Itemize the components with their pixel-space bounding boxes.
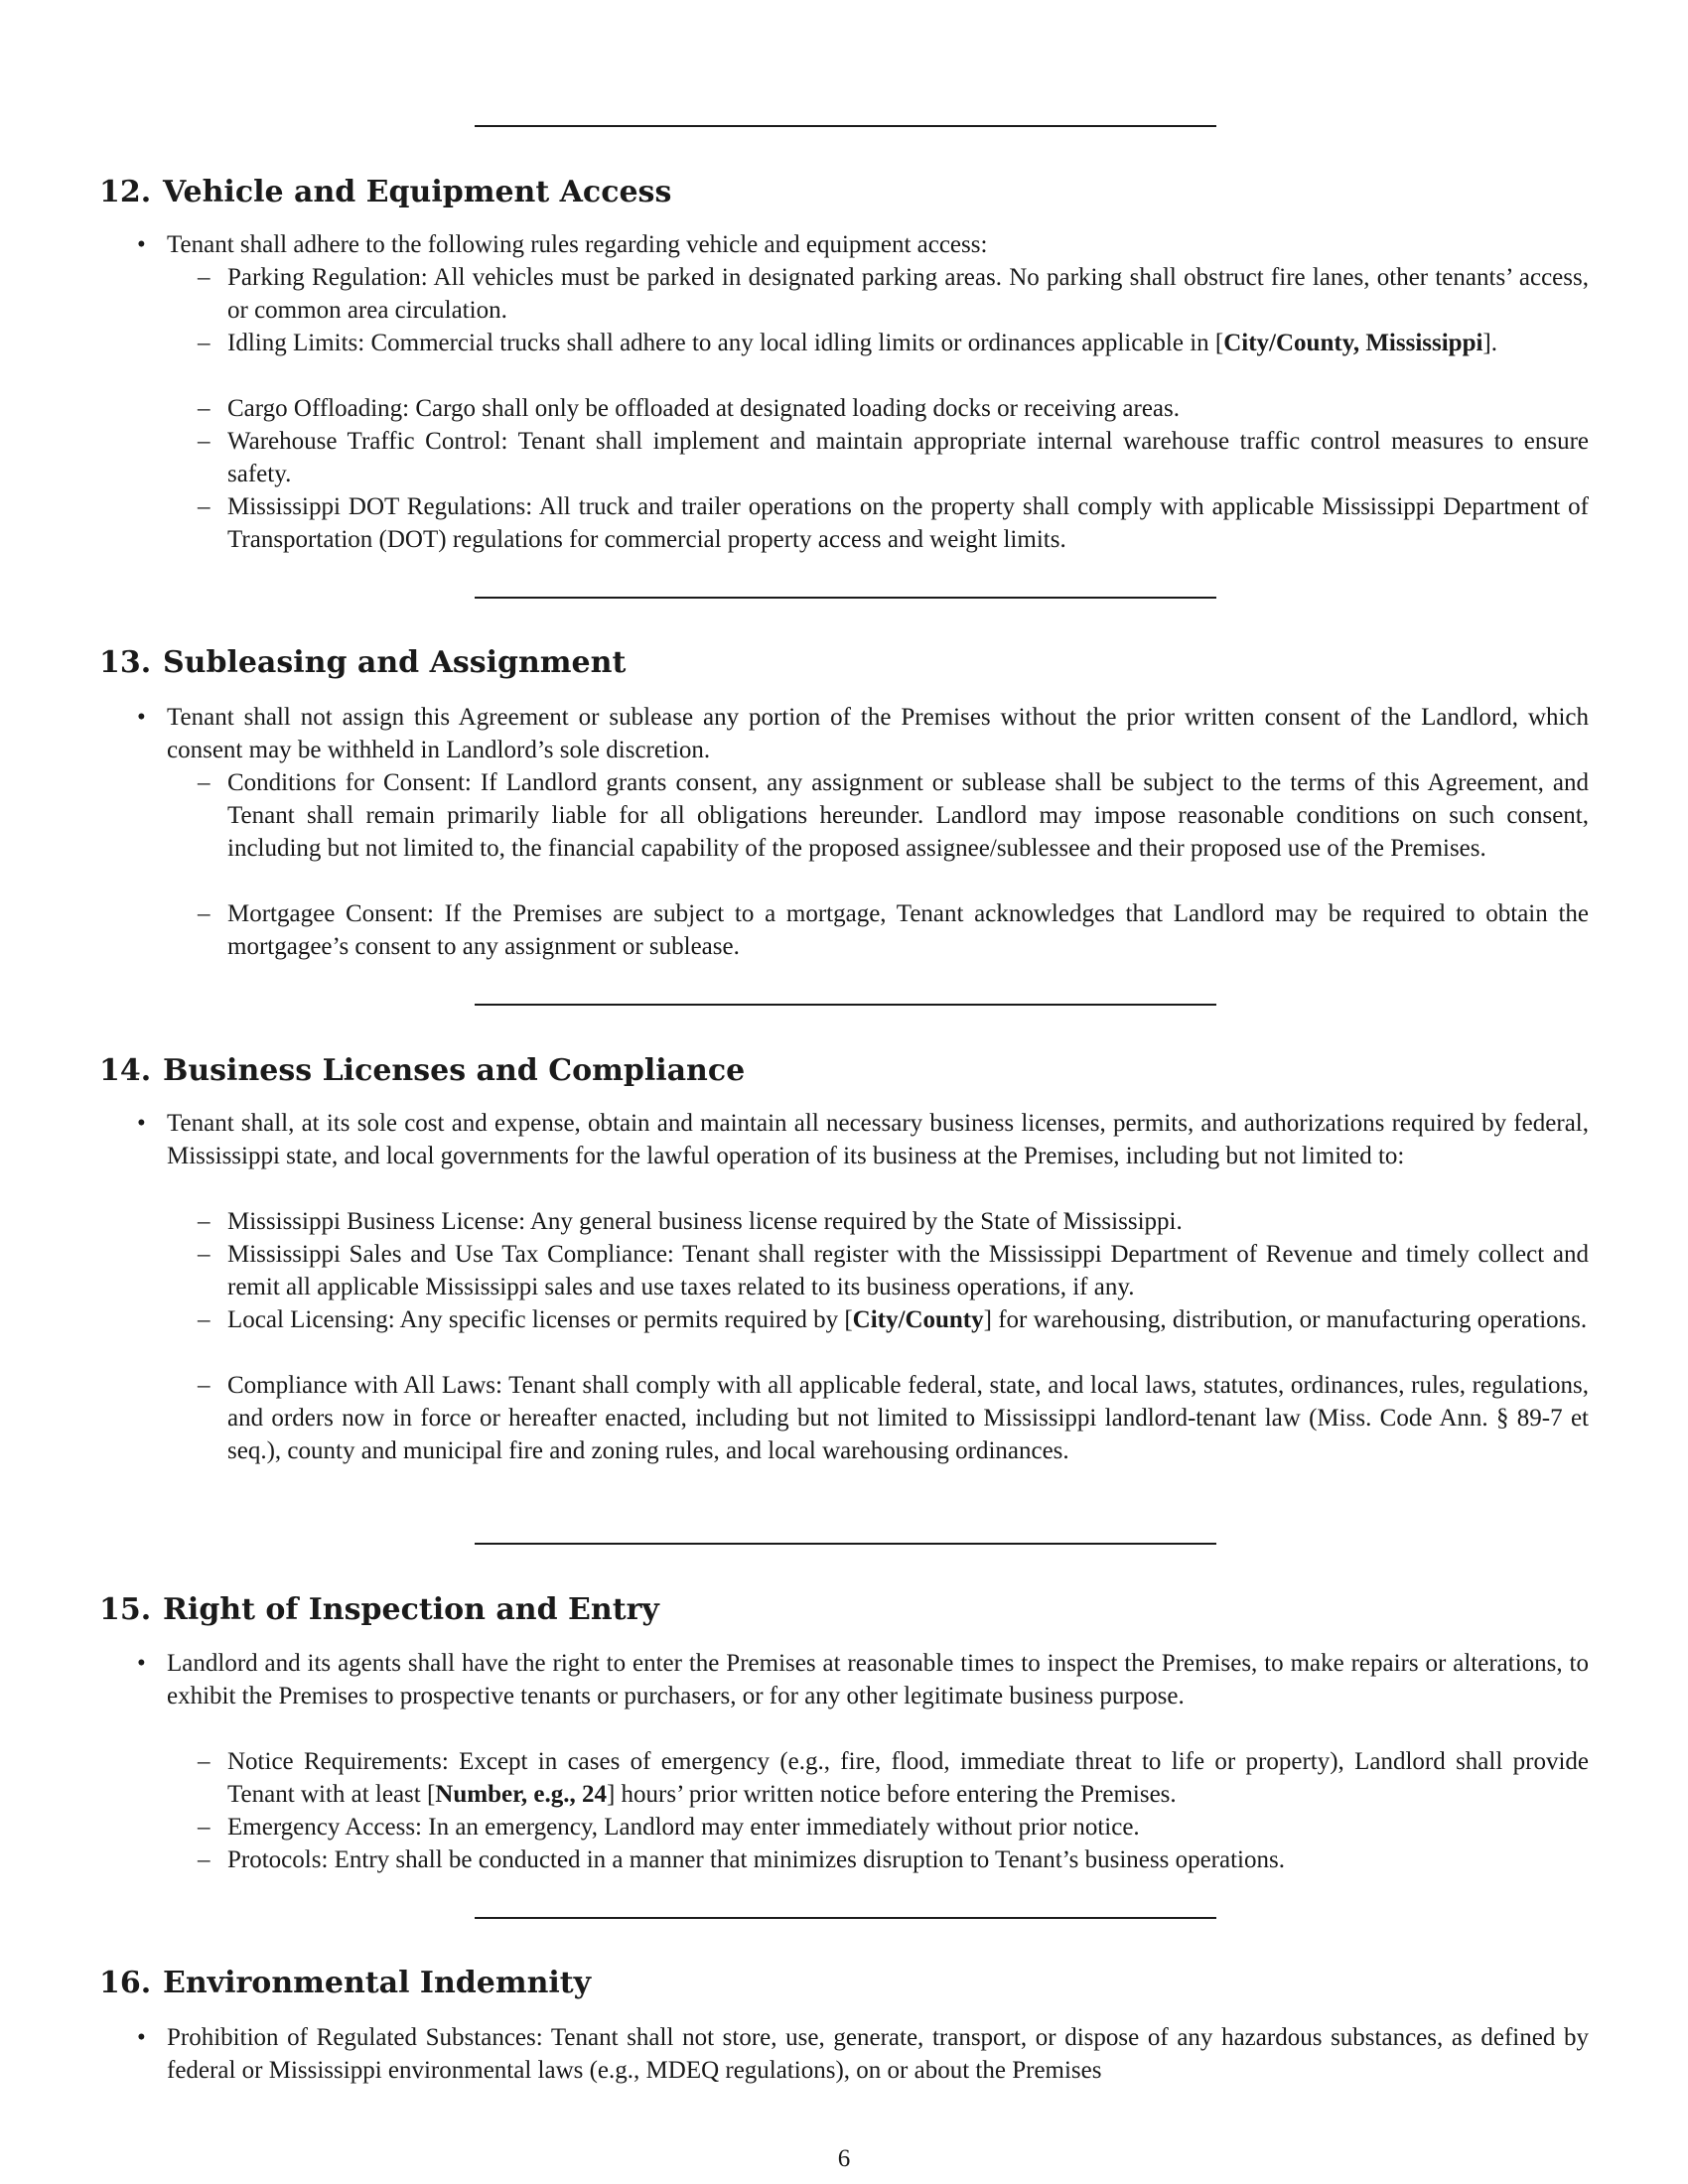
sub-item: – Conditions for Consent: If Landlord grants consent, any assignment or sublease shall be subject to the terms of this Agreement, and Tenant shall remain primarily liable for all obligations hereunder. Landlord may impose reasonable conditions on such consent, including but not limited to, the financial capability of the proposed assignee/sublessee and their proposed use of the Premises. [227,766,1589,865]
section-number: 16. [99,1966,152,2000]
placeholder-city-county: City/County [852,1306,984,1333]
sub-item: – Idling Limits: Commercial trucks shall adhere to any local idling limits or ordinances applicable in [City/County, Mississippi]. [227,327,1589,359]
section-heading-business-licenses [99,1053,745,1089]
sub-item: – Emergency Access: In an emergency, Landlord may enter immediately without prior notice. [227,1811,1589,1843]
sub-item: – Local Licensing: Any specific licenses or permits required by [City/County] for warehousing, distribution, or manufacturing operations. [227,1303,1589,1336]
section-divider [475,1917,1216,1919]
placeholder-notice-hours: Number, e.g., 24 [435,1781,607,1808]
section-number: 12. [99,175,152,209]
sub-item: – Mississippi Business License: Any general business license required by the State of Mississippi. [227,1205,1589,1238]
sub-item: – Cargo Offloading: Cargo shall only be offloaded at designated loading docks or receiving areas. [227,392,1589,425]
sub-item: – Protocols: Entry shall be conducted in a manner that minimizes disruption to Tenant’s business operations. [227,1843,1589,1876]
bullet-item: • Prohibition of Regulated Substances: Tenant shall not store, use, generate, transport, or dispose of any hazardous substances, as defined by federal or Mississippi environmental laws (e.g., MDEQ regulations), on or about the Premises [167,2021,1589,2087]
section-title: Vehicle and Equipment Access [163,175,672,209]
sub-item: – Mississippi Sales and Use Tax Compliance: Tenant shall register with the Mississippi Department of Revenue and timely collect and remit all applicable Mississippi sales and use taxes related to its business operations, if any. [227,1238,1589,1303]
sub-item: – Mississippi DOT Regulations: All truck and trailer operations on the property shall comply with applicable Mississippi Department of Transportation (DOT) regulations for commercial property access and weight limits. [227,490,1589,556]
section-divider [475,1543,1216,1545]
section-heading-environmental [99,1966,591,2001]
bullet-item: • Tenant shall not assign this Agreement or sublease any portion of the Premises without the prior written consent of the Landlord, which consent may be withheld in Landlord’s sole discretion. [167,701,1589,766]
section-heading-subleasing [99,645,626,681]
bullet-item: • Tenant shall adhere to the following rules regarding vehicle and equipment access: [167,228,1589,261]
sub-item: – Warehouse Traffic Control: Tenant shall implement and maintain appropriate internal warehouse traffic control measures to ensure safety. [227,425,1589,490]
section-title: Subleasing and Assignment [163,645,627,680]
sub-item: – Notice Requirements: Except in cases of emergency (e.g., fire, flood, immediate threat to life or property), Landlord shall provide Tenant with at least [Number, e.g., 24] hours’ prior written notice before entering the Premises. [227,1745,1589,1811]
section-number: 13. [99,645,152,680]
bullet-item: • Tenant shall, at its sole cost and expense, obtain and maintain all necessary business licenses, permits, and authorizations required by federal, Mississippi state, and local governments for the lawful operation of its business at the Premises, including but not limited to: [167,1107,1589,1172]
section-title: Right of Inspection and Entry [163,1592,659,1627]
placeholder-city-county: City/County, Mississippi [1223,330,1483,356]
section-divider [475,125,1216,127]
page-number: 6 [837,2145,851,2172]
section-number: 14. [99,1053,152,1088]
section-title: Environmental Indemnity [163,1966,592,2000]
section-title: Business Licenses and Compliance [163,1053,746,1088]
section-heading-inspection-entry [99,1592,659,1628]
bullet-item: • Landlord and its agents shall have the right to enter the Premises at reasonable times to inspect the Premises, to make repairs or alterations, to exhibit the Premises to prospective tenants or purchasers, or for any other legitimate business purpose. [167,1647,1589,1712]
sub-item: – Compliance with All Laws: Tenant shall comply with all applicable federal, state, and local laws, statutes, ordinances, rules, regulations, and orders now in force or hereafter enacted, including but not limited to Mississippi landlord-tenant law (Miss. Code Ann. § 89-7 et seq.), county and municipal fire and zoning rules, and local warehousing ordinances. [227,1369,1589,1467]
sub-item: – Parking Regulation: All vehicles must be parked in designated parking areas. No parking shall obstruct fire lanes, other tenants’ access, or common area circulation. [227,261,1589,327]
sub-item: – Mortgagee Consent: If the Premises are subject to a mortgage, Tenant acknowledges that Landlord may be required to obtain the mortgagee’s consent to any assignment or sublease. [227,897,1589,963]
section-number: 15. [99,1592,152,1627]
section-divider [475,1004,1216,1006]
section-heading-vehicle-access [99,175,671,210]
section-divider [475,597,1216,599]
